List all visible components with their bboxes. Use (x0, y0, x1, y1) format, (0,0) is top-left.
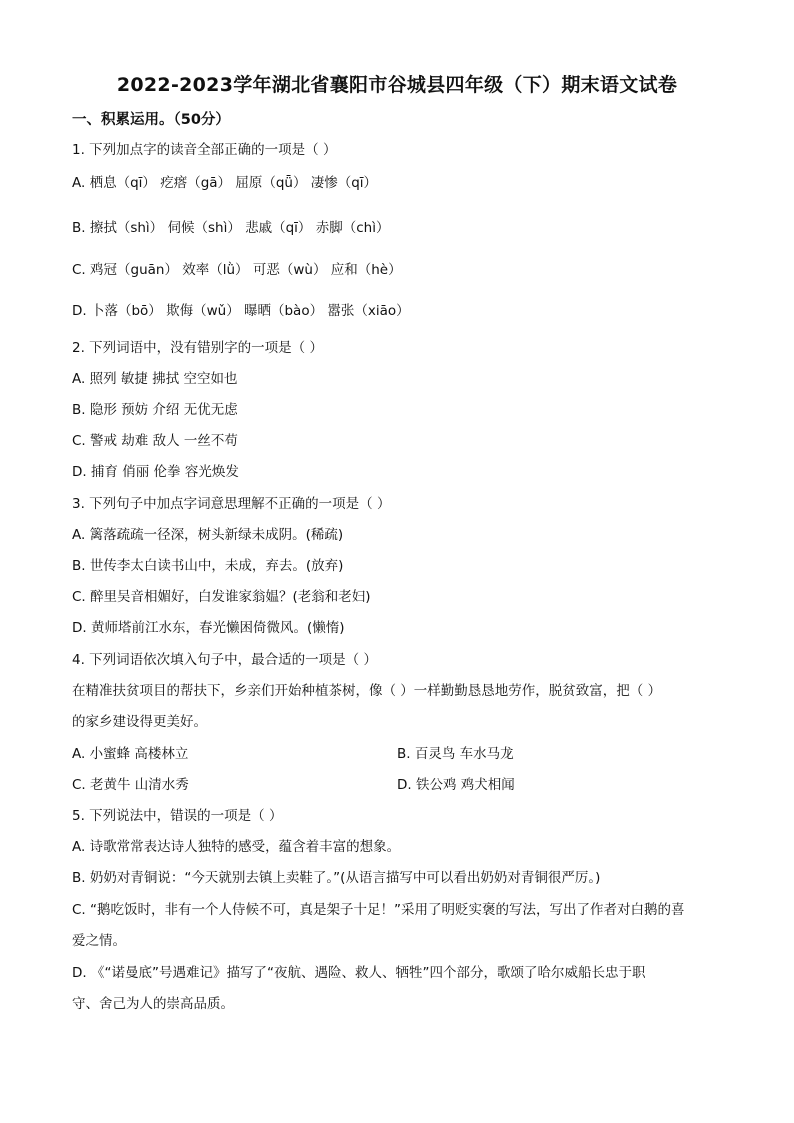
question-5-option-c-line-1: C. “鹅吃饭时，非有一个人侍候不可，真是架子十足！”采用了明贬实褒的写法，写出了作者对白鹅的喜 (72, 902, 685, 918)
question-2-option-b: B. 隐形 预妨 介绍 无优无虑 (72, 402, 238, 418)
question-5-option-c-line-2: 爱之情。 (72, 933, 126, 949)
question-1-option-b: B. 擦拭（shì） 伺候（shì） 悲戚（qī） 赤脚（chì） (72, 220, 390, 236)
question-2-option-c: C. 警戒 劫难 敌人 一丝不苟 (72, 433, 238, 449)
question-1-option-d: D. 卜落（bō） 欺侮（wǔ） 曝晒（bào） 嚣张（xiāo） (72, 303, 410, 319)
question-2-option-a: A. 照列 敏捷 拂拭 空空如也 (72, 371, 238, 387)
question-3-option-d: D. 黄师塔前江水东，春光懒困倚微风。(懒惰) (72, 620, 345, 636)
question-5-stem: 5. 下列说法中，错误的一项是（ ） (72, 808, 283, 824)
question-3-option-c: C. 醉里吴音相媚好，白发谁家翁媪？(老翁和老妇) (72, 589, 371, 605)
question-4-option-c: C. 老黄牛 山清水秀 (72, 777, 189, 793)
question-2-option-d: D. 捕育 俏丽 伦拳 容光焕发 (72, 464, 239, 480)
section-heading: 一、积累运用。（50分） (72, 112, 230, 128)
question-4-text-line-1: 在精准扶贫项目的帮扶下，乡亲们开始种植茶树，像（ ）一样勤勤恳恳地劳作，脱贫致富，把（ ） (72, 683, 662, 699)
question-5-option-d-line-2: 守、舍己为人的崇高品质。 (72, 996, 234, 1012)
question-4-option-d: D. 铁公鸡 鸡犬相闻 (397, 777, 515, 793)
question-5-option-d-line-1: D. 《“诺曼底”号遇难记》描写了“夜航、遇险、救人、牺牲”四个部分，歌颂了哈尔威船长忠于职 (72, 965, 646, 981)
question-2-stem: 2. 下列词语中，没有错别字的一项是（ ） (72, 340, 323, 356)
question-3-stem: 3. 下列句子中加点字词意思理解不正确的一项是（ ） (72, 496, 391, 512)
question-1-option-a: A. 栖息（qī） 疙瘩（gā） 屈原（qǖ） 凄惨（qī） (72, 175, 378, 191)
question-1-stem: 1. 下列加点字的读音全部正确的一项是（ ） (72, 142, 337, 158)
question-4-stem: 4. 下列词语依次填入句子中，最合适的一项是（ ） (72, 652, 377, 668)
question-4-option-b: B. 百灵鸟 车水马龙 (397, 746, 514, 762)
question-4-text-line-2: 的家乡建设得更美好。 (72, 714, 207, 730)
question-3-option-b: B. 世传李太白读书山中，未成，弃去。(放弃) (72, 558, 344, 574)
question-1-option-c: C. 鸡冠（guān） 效率（lǜ） 可恶（wù） 应和（hè） (72, 262, 402, 278)
page-title: 2022-2023学年湖北省襄阳市谷城县四年级（下）期末语文试卷 (116, 74, 678, 96)
question-4-option-a: A. 小蜜蜂 高楼林立 (72, 746, 189, 762)
question-5-option-a: A. 诗歌常常表达诗人独特的感受，蕴含着丰富的想象。 (72, 839, 401, 855)
question-5-option-b: B. 奶奶对青铜说：“今天就别去镇上卖鞋了。”(从语言描写中可以看出奶奶对青铜很严厉。) (72, 870, 601, 886)
question-3-option-a: A. 篱落疏疏一径深，树头新绿未成阴。(稀疏) (72, 527, 344, 543)
